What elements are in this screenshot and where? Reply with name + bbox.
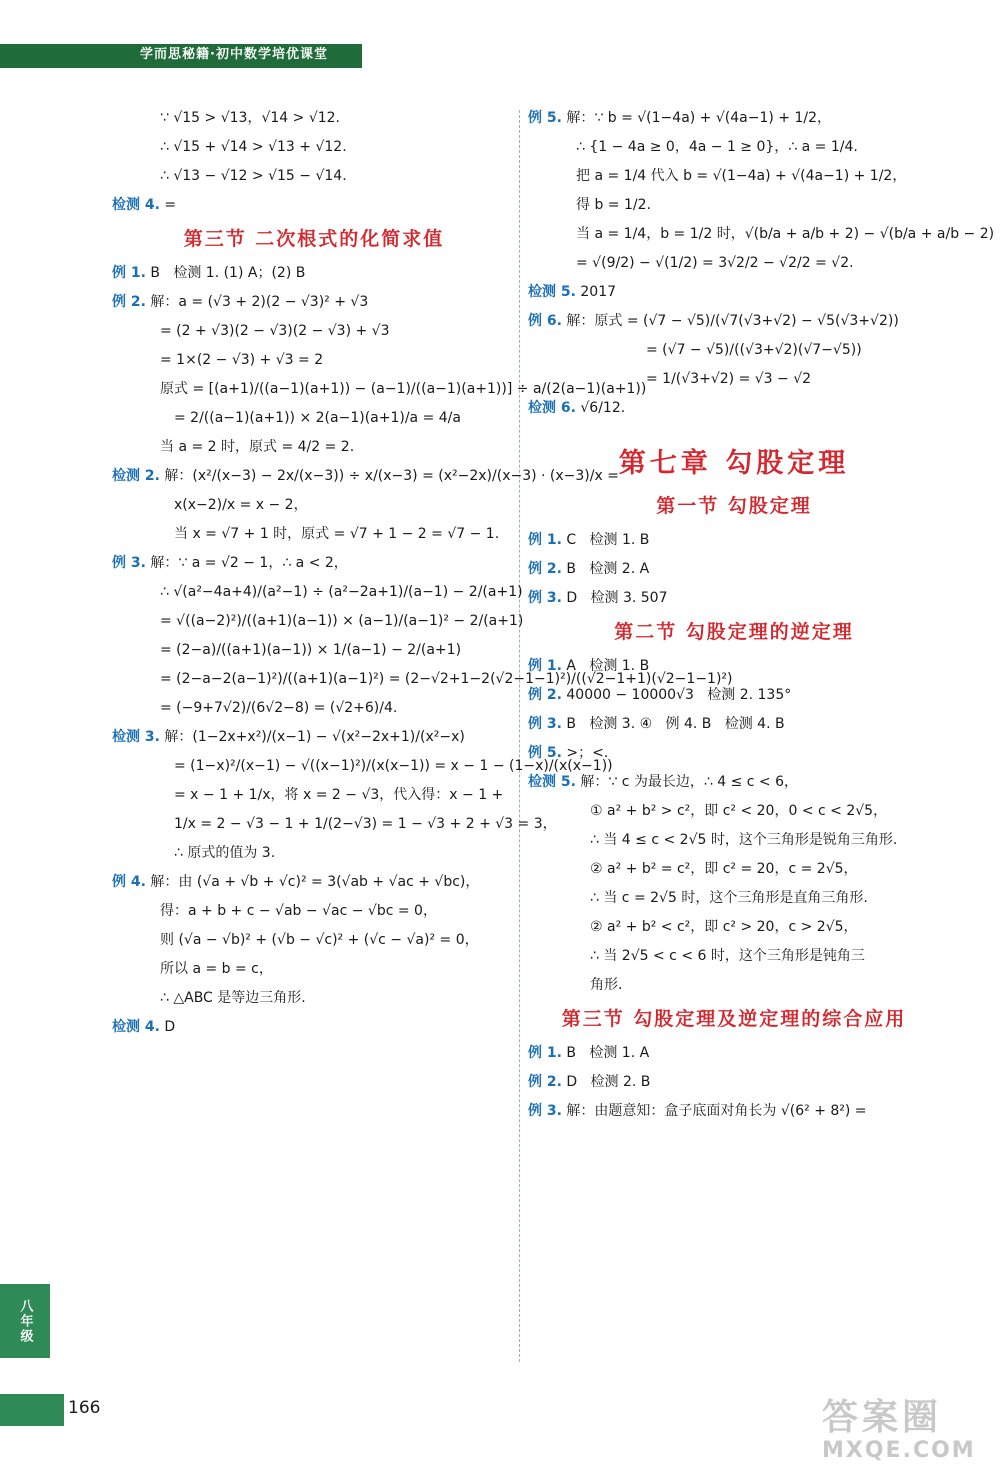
item-text: ∴ 当 c = 2√5 时，这个三角形是直角三角形. [590,890,868,906]
item-text: 角形. [590,977,623,993]
item-text: D [159,1019,176,1035]
item-text: A 检测 1. B [561,658,650,674]
item-text: 解：由 (√a + √b + √c)² = 3(√ab + √ac + √bc)， [145,874,480,890]
item-label: 例 4. [112,874,146,890]
item-text: 解：(x²/(x−3) − 2x/(x−3)) ÷ x/(x−3) = (x²−2x)/(x−3) · (x−3)/x = [159,468,619,484]
answer-line [112,495,516,515]
item-text: ∴ √(a²−4a+4)/(a²−1) ÷ (a²−2a+1)/(a−1) − 2/(a+1) [160,584,523,600]
item-text: 1/x = 2 − √3 − 1 + 1/(2−√3) = 1 − √3 + 2 + √3 = 3， [174,816,557,832]
item-text: D 检测 2. B [561,1074,651,1090]
item-text: 所以 a = b = c， [160,961,273,977]
item-label: 例 3. [528,716,562,732]
answer-line [112,350,516,370]
section-title: 第三节 二次根式的化简求值 [183,228,445,250]
item-text: ∴ 当 4 ≤ c < 2√5 时，这个三角形是锐角三角形. [590,832,898,848]
item-label: 例 2. [528,687,562,703]
answer-line [528,888,940,908]
item-label: 例 1. [528,658,562,674]
column-divider [519,110,520,1362]
answer-line [112,466,619,486]
answer-line [528,917,940,937]
item-text: ② a² + b² = c²，即 c² = 20，c = 2√5， [590,861,858,877]
answer-line [528,772,940,792]
item-label: 例 1. [528,532,562,548]
answer-line [528,1072,940,1092]
item-text: ① a² + b² > c²，即 c² < 20，0 < c < 2√5， [590,803,888,819]
item-text: 解：(1−2x+x²)/(x−1) − √(x²−2x+1)/(x²−x) [159,729,465,745]
item-label: 例 6. [528,313,562,329]
answer-line [528,975,940,995]
item-label: 检测 6. [528,400,576,416]
section-title: 第一节 勾股定理 [656,495,812,517]
item-text: 把 a = 1/4 代入 b = √(1−4a) + √(4a−1) + 1/2， [576,168,907,184]
answer-line [528,282,940,302]
item-text: 解：∵ a = √2 − 1，∴ a < 2， [145,555,348,571]
watermark-top: 答案圈 [822,1397,943,1438]
item-text: C 检测 1. B [561,532,650,548]
item-label: 例 3. [528,1103,562,1119]
answer-line [112,553,516,573]
item-text: = x − 1 + 1/x，将 x = 2 − √3，代入得：x − 1 + [174,787,504,803]
item-text: 解：原式 = (√7 − √5)/(√7(√3+√2) − √5(√3+√2)) [561,313,899,329]
item-label: 检测 2. [112,468,160,484]
item-text: 得 b = 1/2. [576,197,651,213]
answer-line [528,714,940,734]
item-label: 检测 4. [112,197,160,213]
item-text: 2017 [575,284,617,300]
answer-line [528,224,995,244]
answer-line [528,685,940,705]
section-title: 第三节 勾股定理及逆定理的综合应用 [561,1008,907,1030]
item-text: = (√7 − √5)/((√3+√2)(√7−√5)) [646,342,862,358]
item-text: 得：a + b + c − √ab − √ac − √bc = 0， [160,903,437,919]
answer-line [112,108,516,128]
item-text: ∴ √13 − √12 > √15 − √14. [160,168,347,184]
answer-line [112,1017,516,1037]
answer-line [112,843,516,863]
item-label: 例 2. [528,561,562,577]
answer-line [112,814,557,834]
answer-line [112,988,516,1008]
item-text: = (2−a−2(a−1)²)/((a+1)(a−1)²) = (2−√2+1−2(√2−1−1)²)/((√2−1+1)(√2−1−1)²) [160,671,733,687]
item-text: = (1−x)²/(x−1) − √((x−1)²)/(x(x−1)) = x − 1 − (1−x)/(x(x−1)) [174,758,613,774]
item-text: D 检测 3. 507 [561,590,668,606]
item-label: 检测 5. [528,774,576,790]
page-number: 166 [68,1398,101,1418]
item-text: ∵ √15 > √13，√14 > √12. [160,110,341,126]
item-text: x(x−2)/x = x − 2， [174,497,308,513]
item-text: = (2−a)/((a+1)(a−1)) × 1/(a−1) − 2/(a+1) [160,642,462,658]
item-text: 当 a = 1/4，b = 1/2 时，√(b/a + a/b + 2) − √(b/a + a/b − 2) [576,226,995,242]
header-title: 学而思秘籍·初中数学培优课堂 [140,47,328,62]
header-bar [0,44,362,66]
right-column [528,108,995,1130]
watermark-bottom: MXQE.COM [822,1438,976,1463]
answer-line [112,292,516,312]
item-label: 例 1. [528,1045,562,1061]
answer-line [528,369,940,389]
answer-line [528,195,940,215]
answer-line [112,195,516,215]
answer-line [528,398,940,418]
item-text: 40000 − 10000√3 检测 2. 135° [561,687,792,703]
item-text: √6/12. [575,400,626,416]
answer-line [528,801,940,821]
answer-line [112,930,516,950]
answer-line [112,611,524,631]
item-label: 例 5. [528,745,562,761]
item-text: ∴ {1 − 4a ≥ 0，4a − 1 ≥ 0}，∴ a = 1/4. [576,139,858,155]
header-rule [0,66,362,68]
answer-line [528,743,940,763]
item-text: 解：∵ b = √(1−4a) + √(4a−1) + 1/2， [561,110,831,126]
item-text: = [159,197,177,213]
answer-line [112,640,516,660]
answer-line [528,108,940,128]
item-text: ∴ 当 2√5 < c < 6 时，这个三角形是钝角三 [590,948,865,964]
item-text: = 2/((a−1)(a+1)) × 2(a−1)(a+1)/a = 4/a [174,410,461,426]
item-text: 当 a = 2 时，原式 = 4/2 = 2. [160,439,355,455]
item-label: 例 1. [112,265,146,281]
answer-line [112,959,516,979]
item-text: ∴ △ABC 是等边三角形. [160,990,306,1006]
item-label: 检测 4. [112,1019,160,1035]
item-text: = 1×(2 − √3) + √3 = 2 [160,352,324,368]
item-text: = (2 + √3)(2 − √3)(2 − √3) + √3 [160,323,390,339]
item-text: B 检测 3. ④ 例 4. B 检测 4. B [561,716,785,732]
item-label: 例 2. [528,1074,562,1090]
item-text: 解：∵ c 为最长边，∴ 4 ≤ c < 6， [575,774,799,790]
item-label: 例 3. [112,555,146,571]
item-label: 检测 3. [112,729,160,745]
answer-line [112,524,516,544]
item-text: B 检测 1. A [561,1045,650,1061]
item-label: 例 2. [112,294,146,310]
item-label: 例 3. [528,590,562,606]
answer-line [528,530,940,550]
item-text: = √(9/2) − √(1/2) = 3√2/2 − √2/2 = √2. [576,255,854,271]
item-text: ∴ √15 + √14 > √13 + √12. [160,139,347,155]
answer-line [528,830,940,850]
answer-line [112,137,516,157]
item-text: ∴ 原式的值为 3. [174,845,276,861]
answer-line [112,872,516,892]
item-label: 例 5. [528,110,562,126]
answer-line [112,166,516,186]
item-text: 解：由题意知：盒子底面对角长为 √(6² + 8²) = [561,1103,867,1119]
item-text: = (−9+7√2)/(6√2−8) = (√2+6)/4. [160,700,398,716]
answer-line [112,379,647,399]
answer-line [112,698,516,718]
answer-line [528,340,940,360]
answer-line [112,263,516,283]
item-text: = 1/(√3+√2) = √3 − √2 [646,371,812,387]
answer-line [112,582,523,602]
item-text: ② a² + b² < c²，即 c² > 20，c > 2√5， [590,919,858,935]
answer-line [112,785,516,805]
section-title: 第二节 勾股定理的逆定理 [614,621,854,643]
item-text: >；<. [561,745,609,761]
answer-line [112,321,516,341]
answer-line [528,311,940,331]
grade-label: 八年级 [17,1298,33,1344]
item-text: 当 x = √7 + 1 时，原式 = √7 + 1 − 2 = √7 − 1. [174,526,500,542]
chapter-title: 第七章 勾股定理 [618,448,850,479]
watermark-logo [822,1397,976,1470]
answer-line [528,588,940,608]
answer-line [528,166,940,186]
answer-line [528,1101,940,1121]
grade-tab [0,1284,50,1358]
item-label: 检测 5. [528,284,576,300]
answer-line [528,559,940,579]
answer-line [528,1043,940,1063]
answer-line [112,901,516,921]
answer-line [528,137,940,157]
answer-line [112,408,516,428]
item-text: 则 (√a − √b)² + (√b − √c)² + (√c − √a)² = 0， [160,932,479,948]
answer-line [112,727,516,747]
answer-line [528,656,940,676]
answer-line [528,859,940,879]
item-text: = √((a−2)²)/((a+1)(a−1)) × (a−1)/(a−1)² − 2/(a+1) [160,613,524,629]
answer-line [112,437,516,457]
item-text: B 检测 1. (1) A；(2) B [145,265,306,281]
item-text: 解：a = (√3 + 2)(2 − √3)² + √3 [145,294,369,310]
footer-bar [0,1394,64,1426]
item-text: 原式 = [(a+1)/((a−1)(a+1)) − (a−1)/((a−1)(a+1))] ÷ a/(2(a−1)(a+1)) [160,381,647,397]
answer-line [112,669,733,689]
answer-line [528,253,940,273]
item-text: B 检测 2. A [561,561,650,577]
answer-line [528,946,940,966]
answer-line [112,756,613,776]
